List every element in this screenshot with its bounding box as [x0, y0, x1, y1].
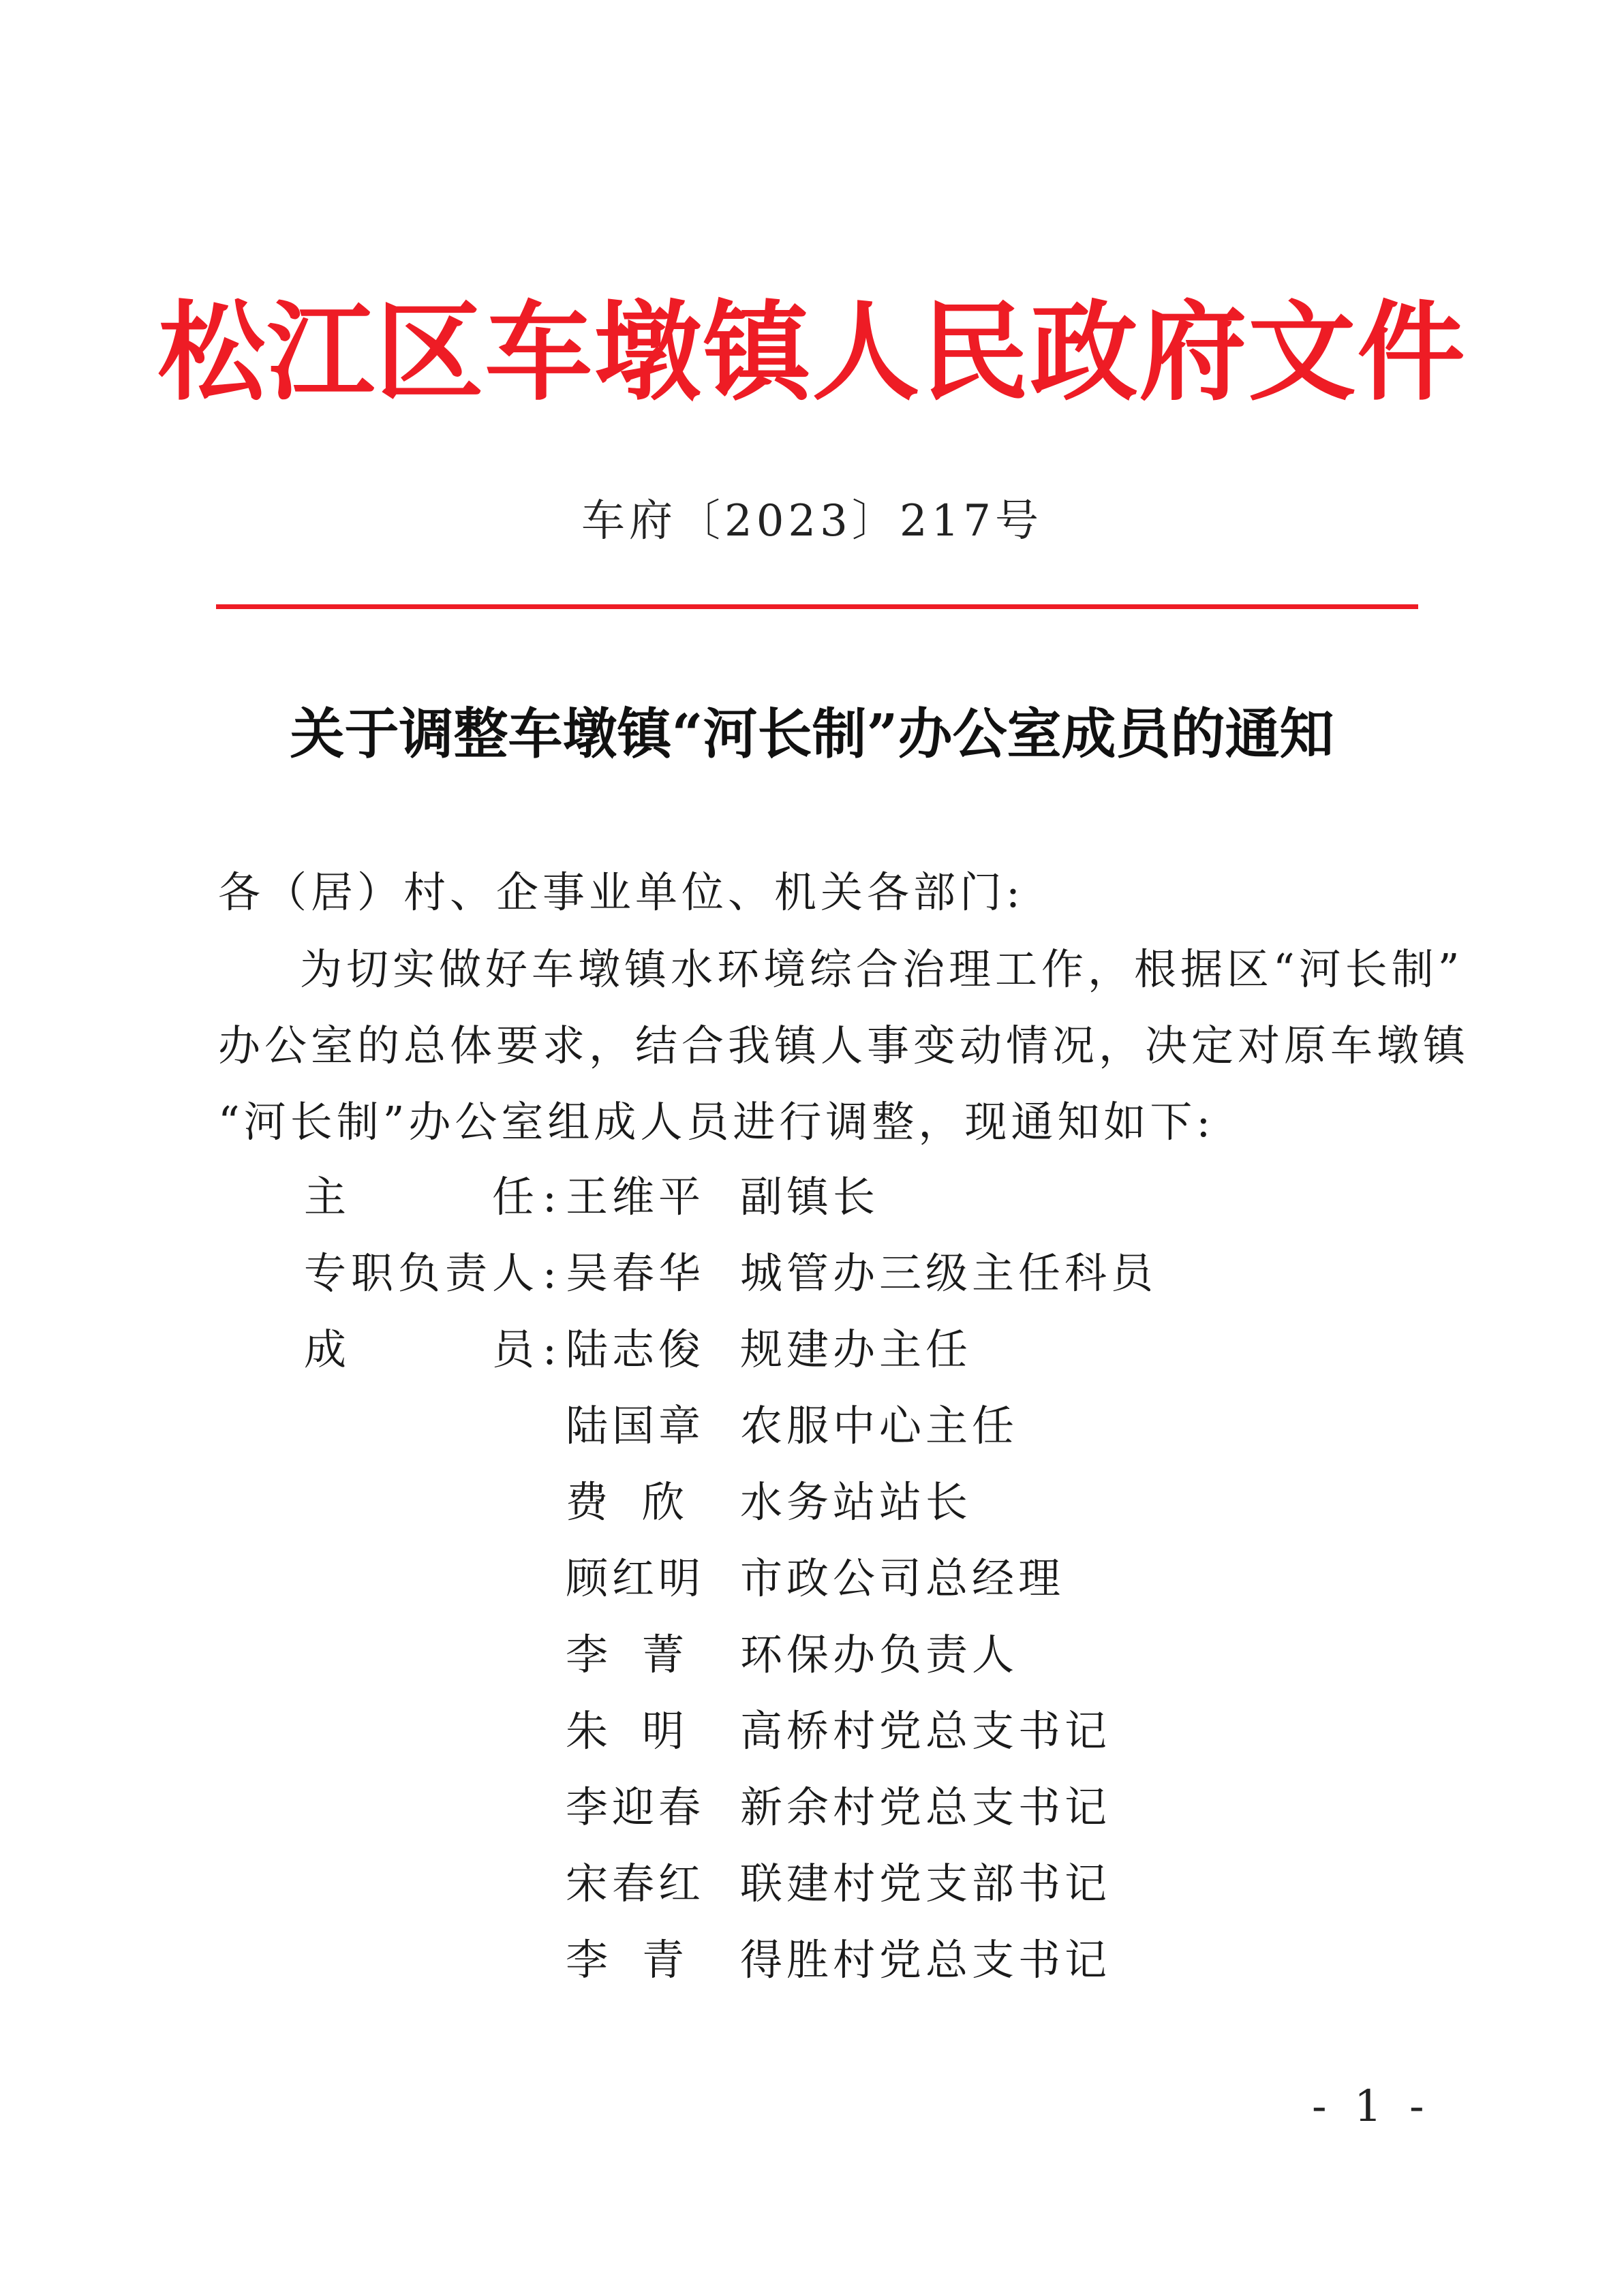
roster-role: 成员: [304, 1324, 538, 1374]
roster-role: 主任: [304, 1172, 538, 1222]
roster-position: 副镇长: [740, 1172, 880, 1222]
roster-person-name: 费欣: [566, 1477, 688, 1527]
salutation: 各（居）村、企事业单位、机关各部门:: [218, 867, 1024, 917]
roster-person-name: 吴春华: [566, 1248, 705, 1298]
roster-person-name: 李迎春: [566, 1782, 705, 1832]
issuer-header: 松江区车墩镇人民政府文件: [157, 290, 1467, 416]
roster-position: 环保办负责人: [740, 1630, 1019, 1679]
roster-person-name: 顾红明: [566, 1553, 705, 1603]
roster-person-name: 朱明: [566, 1706, 688, 1756]
roster-person-name: 陆国章: [566, 1401, 705, 1450]
roster-position: 农服中心主任: [740, 1401, 1019, 1450]
roster-person-name: 陆志俊: [566, 1324, 705, 1374]
roster-person-name: 李青: [566, 1935, 688, 1985]
document-number: 车府〔2023〕217号: [581, 496, 1043, 546]
body-line-2: 办公室的总体要求，结合我镇人事变动情况，决定对原车墩镇: [218, 1021, 1470, 1070]
roster-position: 高桥村党总支书记: [740, 1706, 1112, 1756]
roster-colon: :: [542, 1324, 561, 1374]
roster-position: 水务站站长: [740, 1477, 972, 1527]
body-line-3: “河长制”办公室组成人员进行调整，现通知如下:: [218, 1097, 1215, 1147]
body-line-1: 为切实做好车墩镇水环境综合治理工作，根据区“河长制”: [300, 944, 1464, 994]
page-number: - 1 -: [1312, 2081, 1431, 2132]
roster-position: 新余村党总支书记: [740, 1782, 1112, 1832]
roster-person-name: 李菁: [566, 1630, 688, 1679]
roster-colon: :: [542, 1248, 561, 1298]
roster-colon: :: [542, 1172, 561, 1222]
roster-person-name: 王维平: [566, 1172, 705, 1222]
roster-role: 专职负责人: [304, 1248, 538, 1298]
roster-position: 规建办主任: [740, 1324, 972, 1374]
roster-position: 联建村党支部书记: [740, 1859, 1112, 1908]
roster-person-name: 宋春红: [566, 1859, 705, 1908]
roster-position: 市政公司总经理: [740, 1553, 1065, 1603]
red-separator-line: [216, 604, 1418, 609]
roster-position: 得胜村党总支书记: [740, 1935, 1112, 1985]
notice-title: 关于调整车墩镇“河长制”办公室成员的通知: [290, 702, 1334, 766]
roster-position: 城管办三级主任科员: [740, 1248, 1158, 1298]
